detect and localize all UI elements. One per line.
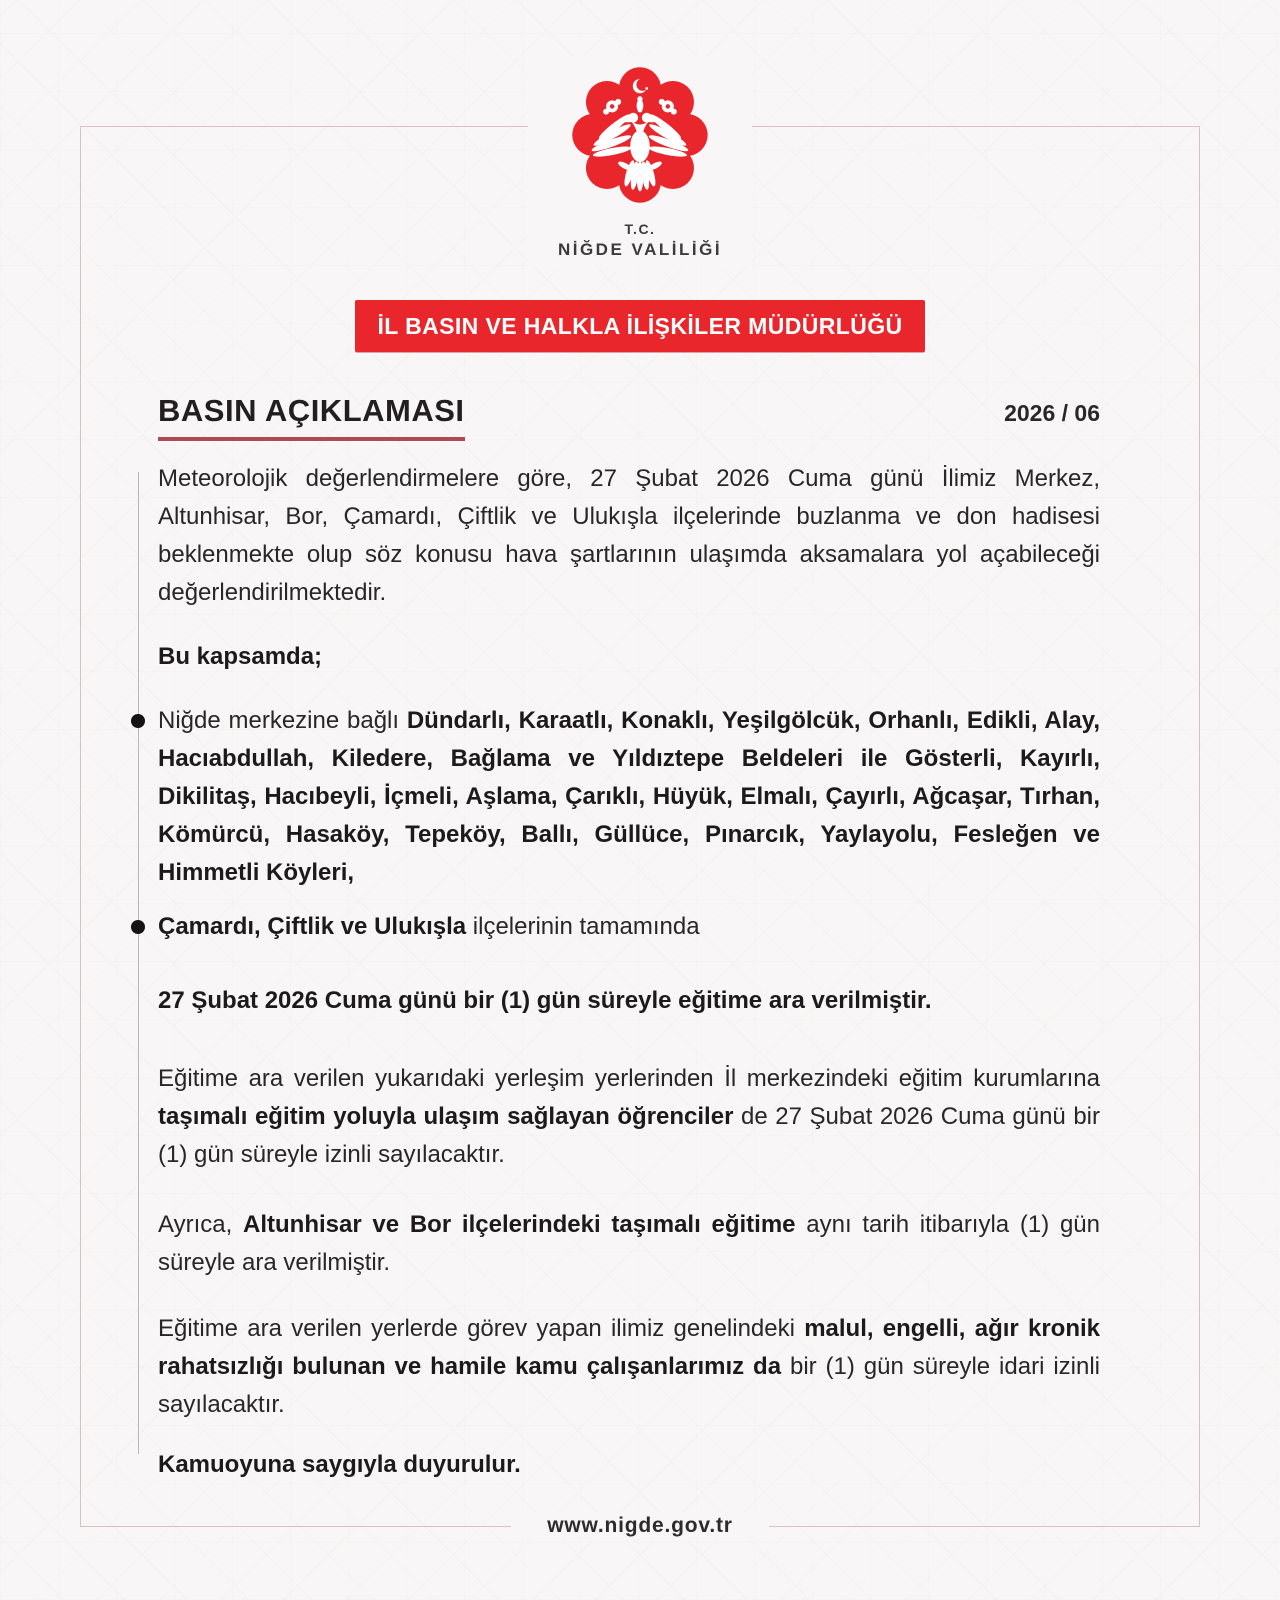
title-row [158,394,1100,441]
header-logo-block [528,56,752,266]
intro-paragraph: Meteorolojik değerlendirmelere göre, 27 Şubat 2026 Cuma günü İlimiz Merkez, Altunhisar, Bor, Çamardı, Çiftlik ve Ulukışla ilçelerinde buzlanma ve don hadisesi beklenmekte olup söz konusu hava şartlarının ulaşımda aksamalara yol açabileceği değerlendirilmektedir. [158,465,1100,606]
double-headed-eagle-seal-icon [564,56,716,214]
scope-heading: Bu kapsamda; [158,643,323,670]
state-abbreviation: T.C. [624,221,656,237]
closure-announcement: 27 Şubat 2026 Cuma günü bir (1) gün süreyle eğitime ara verilmiştir. [158,987,932,1014]
paragraph-public-employees: Eğitime ara verilen yerlerde görev yapan ilimiz genelindeki malul, engelli, ağır kronik rahatsızlığı bulunan ve hamile kamu çalışanlarımız da bir (1) gün süreyle idari izinli sayılacaktır. [158,1315,1100,1418]
document-number: 2026 / 06 [1004,400,1100,426]
document-title: BASIN AÇIKLAMASI [158,394,465,441]
press-release-body [158,460,1100,1484]
bullet-guide-line [138,472,139,1454]
bullet-item-districts: Çamardı, Çiftlik ve Ulukışla ilçelerinin tamamında [158,908,1100,946]
closing-statement: Kamuoyuna saygıyla duyurulur. [158,1451,521,1478]
department-banner-label: İL BASIN VE HALKLA İLİŞKİLER MÜDÜRLÜĞÜ [377,312,903,339]
department-banner [355,300,925,352]
paragraph-altunhisar-bor: Ayrıca, Altunhisar ve Bor ilçelerindeki taşımalı eğitime aynı tarih itibarıyla (1) gün süreyle ara verilmiştir. [158,1211,1101,1276]
website-url: www.nigde.gov.tr [511,1512,768,1540]
footer [0,1512,1280,1540]
organization-name: NİĞDE VALİLİĞİ [557,240,723,259]
paragraph-bussed-students: Eğitime ara verilen yukarıdaki yerleşim yerlerinden İl merkezindeki eğitim kurumlarına taşımalı eğitim yoluyla ulaşım sağlayan öğrenciler de 27 Şubat 2026 Cuma günü bir (1) gün süreyle izinli sayılacaktır. [158,1065,1101,1168]
bullet-item-villages: Niğde merkezine bağlı Dündarlı, Karaatlı, Konaklı, Yeşilgölcük, Orhanlı, Edikli, Alay, Hacıabdullah, Kiledere, Bağlama ve Yıldıztepe Beldeleri ile Gösterli, Kayırlı, Dikilitaş, Hacıbeyli, İçmeli, Aşlama, Çarıklı, Hüyük, Elmalı, Çayırlı, Ağcaşar, Tırhan, Kömürcü, Hasaköy, Tepeköy, Ballı, Güllüce, Pınarcık, Yaylayolu, Fesleğen ve Himmetli Köyleri, [158,702,1100,892]
